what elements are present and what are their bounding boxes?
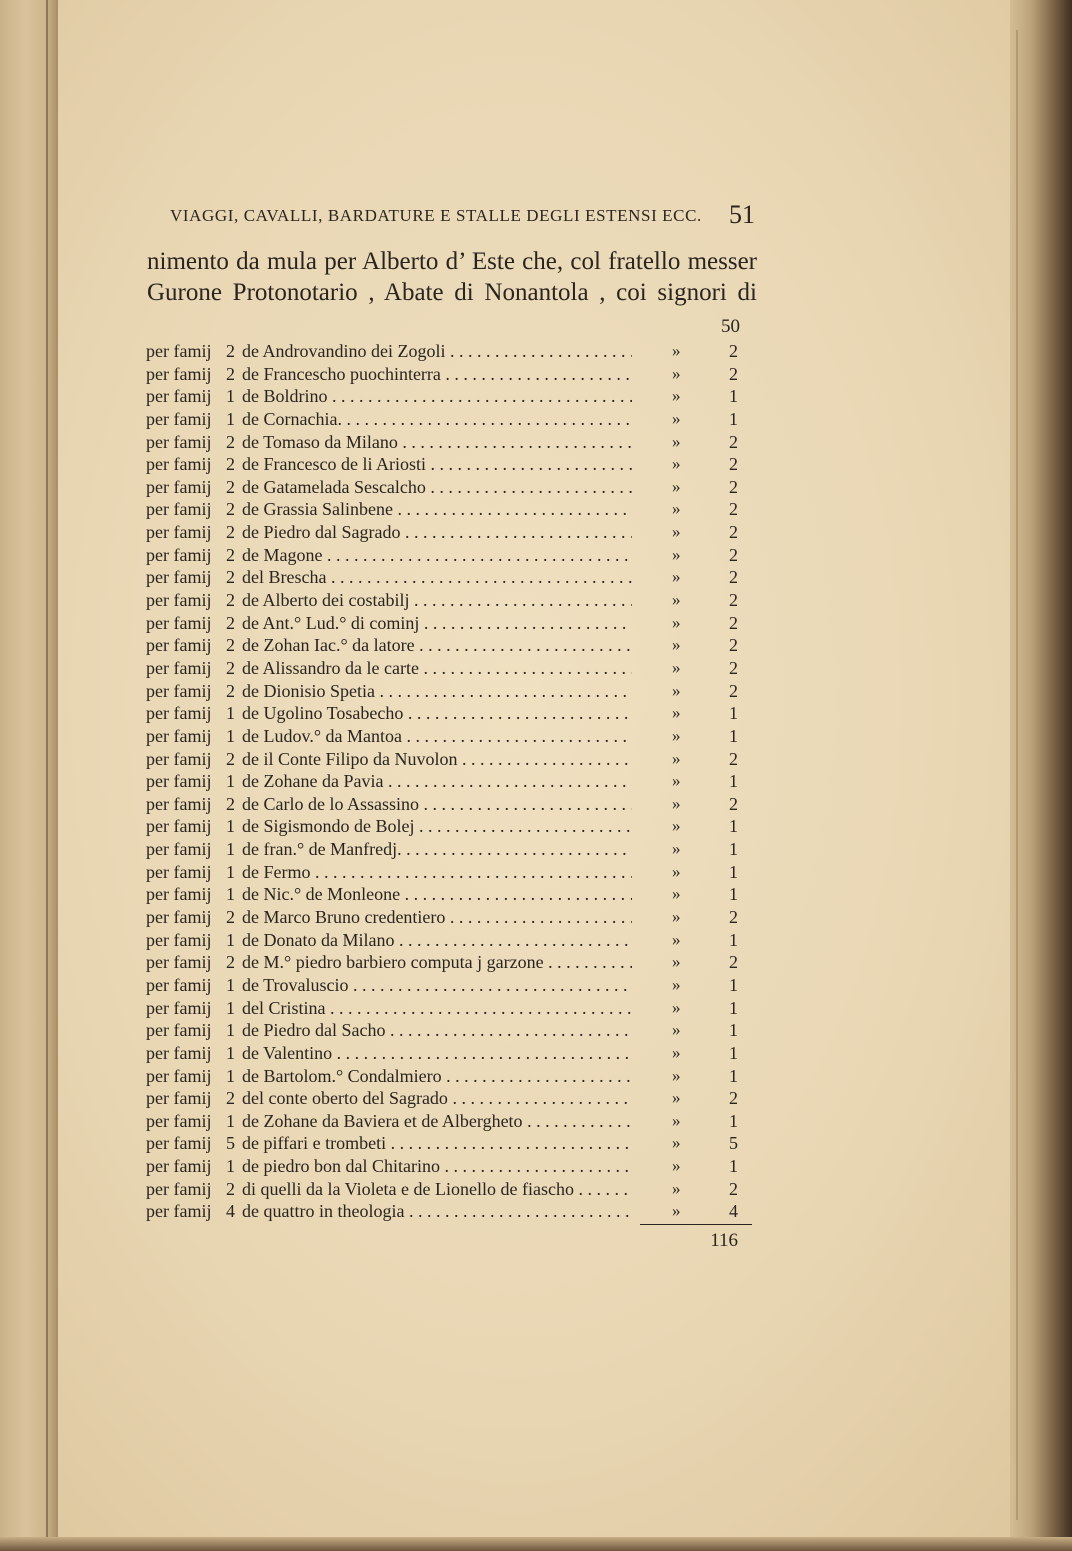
- entry-description: del Brescha . . .: [242, 566, 632, 589]
- entry-separator: »: [672, 1042, 681, 1062]
- entry-count: 2: [226, 657, 235, 678]
- entry-count: 2: [226, 363, 235, 384]
- table-row: [146, 702, 746, 725]
- entry-description: di quelli da la Violeta e de Lionello de fiascho . . .: [242, 1178, 632, 1201]
- table-row: [146, 974, 746, 997]
- table-row: [146, 498, 746, 521]
- entry-separator: »: [672, 1133, 681, 1153]
- entry-description: de Ugolino Tosabecho . . .: [242, 702, 632, 725]
- table-row: [146, 1132, 746, 1155]
- entry-description: de Zohane da Pavia . . .: [242, 770, 632, 793]
- entry-count: 1: [226, 1110, 235, 1131]
- entry-separator: »: [672, 748, 681, 768]
- entry-count: 2: [226, 952, 235, 973]
- entry-amount: 2: [729, 907, 738, 928]
- entry-count: 1: [226, 997, 235, 1018]
- entry-description: de quattro in theologia . . .: [242, 1200, 632, 1223]
- entry-separator: »: [672, 363, 681, 383]
- entry-prefix: per famij: [146, 816, 212, 837]
- entry-separator: »: [672, 1088, 681, 1108]
- entry-prefix: per famij: [146, 1088, 212, 1109]
- entry-count: 5: [226, 1133, 235, 1154]
- entry-amount: 2: [729, 567, 738, 588]
- entry-description: de Alberto dei costabilj . . .: [242, 589, 632, 612]
- entry-separator: »: [672, 929, 681, 949]
- entry-separator: »: [672, 771, 681, 791]
- entry-amount: 2: [729, 499, 738, 520]
- page-number: 51: [729, 200, 755, 229]
- table-row: [146, 521, 746, 544]
- table-row: [146, 883, 746, 906]
- entry-separator: »: [672, 1201, 681, 1221]
- entry-description: del Cristina . . .: [242, 997, 632, 1020]
- table-row: [146, 476, 746, 499]
- table-row: [146, 815, 746, 838]
- table-row: [146, 544, 746, 567]
- entry-count: 2: [226, 793, 235, 814]
- entry-separator: »: [672, 544, 681, 564]
- entry-prefix: per famij: [146, 567, 212, 588]
- entry-amount: 2: [729, 952, 738, 973]
- entry-separator: »: [672, 454, 681, 474]
- entry-count: 1: [226, 1020, 235, 1041]
- entry-prefix: per famij: [146, 1110, 212, 1131]
- entry-prefix: per famij: [146, 771, 212, 792]
- entry-separator: »: [672, 408, 681, 428]
- entry-prefix: per famij: [146, 839, 212, 860]
- entry-count: 2: [226, 522, 235, 543]
- entry-description: de Marco Bruno credentiero . . .: [242, 906, 632, 929]
- entry-separator: »: [672, 386, 681, 406]
- entry-amount: 2: [729, 590, 738, 611]
- entry-description: de Boldrino . . .: [242, 385, 632, 408]
- entry-amount: 1: [729, 1110, 738, 1131]
- table-row: [146, 906, 746, 929]
- table-row: [146, 929, 746, 952]
- entry-separator: »: [672, 522, 681, 542]
- entry-description: de piedro bon dal Chitarino . . .: [242, 1155, 632, 1178]
- intro-line-2: Gurone Protonotario , Abate di Nonantola , coi signori di: [147, 279, 757, 306]
- entry-count: 2: [226, 341, 235, 361]
- entry-count: 2: [226, 1088, 235, 1109]
- entry-amount: 1: [729, 816, 738, 837]
- entry-amount: 1: [729, 1020, 738, 1041]
- entry-amount: 2: [729, 431, 738, 452]
- entry-amount: 2: [729, 612, 738, 633]
- table-row: [146, 634, 746, 657]
- entry-description: de M.° piedro barbiero computa j garzone . . .: [242, 951, 632, 974]
- entry-prefix: per famij: [146, 1065, 212, 1086]
- entry-prefix: per famij: [146, 408, 212, 429]
- entry-prefix: per famij: [146, 974, 212, 995]
- entry-description: de Magone . . .: [242, 544, 632, 567]
- entry-description: de Fermo . . .: [242, 861, 632, 884]
- entry-prefix: per famij: [146, 793, 212, 814]
- entry-amount: 2: [729, 1088, 738, 1109]
- entry-amount: 2: [729, 454, 738, 475]
- entry-amount: 1: [729, 386, 738, 407]
- entry-amount: 1: [729, 408, 738, 429]
- entry-description: de Piedro dal Sacho . . .: [242, 1019, 632, 1042]
- entry-description: de Nic.° de Monleone . . .: [242, 883, 632, 906]
- page-edge-stack: [1010, 0, 1072, 1551]
- entry-count: 2: [226, 612, 235, 633]
- entry-prefix: per famij: [146, 431, 212, 452]
- table-row: [146, 657, 746, 680]
- entry-description: de Francescho puochinterra . . .: [242, 363, 632, 386]
- entry-count: 2: [226, 1178, 235, 1199]
- running-title: VIAGGI, CAVALLI, BARDATURE E STALLE DEGLI ESTENSI ECC.: [170, 206, 702, 225]
- entry-description: de Ludov.° da Mantoa . . .: [242, 725, 632, 748]
- entry-prefix: per famij: [146, 1042, 212, 1063]
- entry-count: 2: [226, 635, 235, 656]
- entry-separator: »: [672, 680, 681, 700]
- entry-prefix: per famij: [146, 499, 212, 520]
- entry-separator: »: [672, 612, 681, 632]
- table-row: [146, 1110, 746, 1133]
- entry-separator: »: [672, 793, 681, 813]
- table-row: [146, 612, 746, 635]
- entry-prefix: per famij: [146, 544, 212, 565]
- entry-amount: 1: [729, 974, 738, 995]
- table-row: [146, 1042, 746, 1065]
- table-row: [146, 1087, 746, 1110]
- entry-separator: »: [672, 725, 681, 745]
- entry-prefix: per famij: [146, 1020, 212, 1041]
- table-row: [146, 385, 746, 408]
- entry-amount: 5: [729, 1133, 738, 1154]
- entry-prefix: per famij: [146, 341, 212, 361]
- entry-separator: »: [672, 1110, 681, 1130]
- entry-description: de il Conte Filipo da Nuvolon . . .: [242, 748, 632, 771]
- table-row: [146, 725, 746, 748]
- entry-count: 2: [226, 567, 235, 588]
- entry-amount: 2: [729, 522, 738, 543]
- entry-separator: »: [672, 974, 681, 994]
- entry-amount: 1: [729, 1042, 738, 1063]
- table-row: [146, 431, 746, 454]
- entry-count: 1: [226, 929, 235, 950]
- entry-amount: 1: [729, 1156, 738, 1177]
- entry-count: 2: [226, 476, 235, 497]
- entry-count: 2: [226, 590, 235, 611]
- entry-prefix: per famij: [146, 884, 212, 905]
- entry-description: de Ant.° Lud.° di cominj . . .: [242, 612, 632, 635]
- table-row: [146, 363, 746, 386]
- entry-count: 2: [226, 907, 235, 928]
- entry-amount: 2: [729, 793, 738, 814]
- table-row: [146, 1200, 746, 1223]
- entry-description: de Cornachia. . . .: [242, 408, 632, 431]
- total-amount: 116: [710, 1230, 738, 1251]
- entry-count: 1: [226, 1156, 235, 1177]
- entry-amount: 1: [729, 771, 738, 792]
- entry-amount: 2: [729, 748, 738, 769]
- entry-count: 2: [226, 680, 235, 701]
- entry-count: 4: [226, 1201, 235, 1222]
- entry-description: de Trovaluscio . . .: [242, 974, 632, 997]
- entry-count: 1: [226, 1042, 235, 1063]
- table-row: [146, 1178, 746, 1201]
- entry-amount: 1: [729, 884, 738, 905]
- entry-count: 1: [226, 386, 235, 407]
- entry-separator: »: [672, 1065, 681, 1085]
- entry-prefix: per famij: [146, 612, 212, 633]
- entry-description: de Androvandino dei Zogoli . . .: [242, 340, 632, 363]
- carried-forward-amount: 50: [721, 316, 740, 337]
- entry-description: de Zohane da Baviera et de Albergheto . . .: [242, 1110, 632, 1133]
- entry-amount: 2: [729, 1178, 738, 1199]
- household-entries-list: [146, 340, 746, 1223]
- table-row: [146, 566, 746, 589]
- entry-description: del conte oberto del Sagrado . . .: [242, 1087, 632, 1110]
- table-row: [146, 340, 746, 363]
- entry-separator: »: [672, 839, 681, 859]
- entry-prefix: per famij: [146, 635, 212, 656]
- entry-prefix: per famij: [146, 522, 212, 543]
- entry-separator: »: [672, 861, 681, 881]
- entry-description: de Alissandro da le carte . . .: [242, 657, 632, 680]
- entry-prefix: per famij: [146, 952, 212, 973]
- entry-count: 1: [226, 703, 235, 724]
- table-row: [146, 793, 746, 816]
- table-row: [146, 1019, 746, 1042]
- table-row: [146, 997, 746, 1020]
- entry-amount: 2: [729, 657, 738, 678]
- entry-amount: 2: [729, 635, 738, 656]
- page-edge-line: [1016, 30, 1018, 1520]
- entry-count: 2: [226, 544, 235, 565]
- entry-separator: »: [672, 635, 681, 655]
- entry-count: 1: [226, 771, 235, 792]
- entry-amount: 2: [729, 476, 738, 497]
- entry-prefix: per famij: [146, 1201, 212, 1222]
- entry-separator: »: [672, 657, 681, 677]
- entry-description: de Gatamelada Sescalcho . . .: [242, 476, 632, 499]
- entry-description: de Valentino . . .: [242, 1042, 632, 1065]
- entry-count: 1: [226, 884, 235, 905]
- entry-description: de Francesco de li Ariosti . . .: [242, 453, 632, 476]
- entry-separator: »: [672, 567, 681, 587]
- entry-count: 1: [226, 839, 235, 860]
- entry-separator: »: [672, 1020, 681, 1040]
- entry-count: 1: [226, 408, 235, 429]
- entry-prefix: per famij: [146, 725, 212, 746]
- entry-amount: 1: [729, 703, 738, 724]
- entry-prefix: per famij: [146, 748, 212, 769]
- entry-separator: »: [672, 907, 681, 927]
- entry-separator: »: [672, 341, 681, 360]
- entry-prefix: per famij: [146, 1156, 212, 1177]
- entry-description: de Dionisio Spetia . . .: [242, 680, 632, 703]
- entry-amount: 2: [729, 544, 738, 565]
- entry-amount: 1: [729, 861, 738, 882]
- entry-separator: »: [672, 431, 681, 451]
- entry-separator: »: [672, 1178, 681, 1198]
- entry-amount: 1: [729, 839, 738, 860]
- entry-prefix: per famij: [146, 703, 212, 724]
- entry-separator: »: [672, 590, 681, 610]
- bottom-edge: [0, 1537, 1072, 1551]
- entry-description: de Piedro dal Sagrado . . .: [242, 521, 632, 544]
- table-row: [146, 951, 746, 974]
- entry-separator: »: [672, 997, 681, 1017]
- table-row: [146, 680, 746, 703]
- entry-count: 1: [226, 725, 235, 746]
- entry-prefix: per famij: [146, 363, 212, 384]
- table-row: [146, 453, 746, 476]
- entry-count: 1: [226, 816, 235, 837]
- left-page-gutter: [0, 0, 58, 1551]
- entry-description: de Grassia Salinbene . . .: [242, 498, 632, 521]
- entry-description: de Donato da Milano . . .: [242, 929, 632, 952]
- entry-prefix: per famij: [146, 657, 212, 678]
- entry-count: 2: [226, 454, 235, 475]
- table-row: [146, 1155, 746, 1178]
- entry-description: de Tomaso da Milano . . .: [242, 431, 632, 454]
- entry-count: 2: [226, 499, 235, 520]
- table-row: [146, 1065, 746, 1088]
- entry-prefix: per famij: [146, 680, 212, 701]
- entry-amount: 1: [729, 929, 738, 950]
- entry-prefix: per famij: [146, 1133, 212, 1154]
- table-row: [146, 589, 746, 612]
- entry-amount: 4: [729, 1201, 738, 1222]
- entry-prefix: per famij: [146, 929, 212, 950]
- entry-description: de Bartolom.° Condalmiero . . .: [242, 1065, 632, 1088]
- intro-line-1: nimento da mula per Alberto d’ Este che, col fratello messer: [147, 248, 757, 275]
- entry-separator: »: [672, 476, 681, 496]
- entry-count: 1: [226, 861, 235, 882]
- entry-description: de Carlo de lo Assassino . . .: [242, 793, 632, 816]
- entry-prefix: per famij: [146, 907, 212, 928]
- table-row: [146, 408, 746, 431]
- table-row: [146, 770, 746, 793]
- entry-amount: 1: [729, 997, 738, 1018]
- entry-description: de Zohan Iac.° da latore . . .: [242, 634, 632, 657]
- table-row: [146, 748, 746, 771]
- entry-prefix: per famij: [146, 1178, 212, 1199]
- entry-count: 1: [226, 1065, 235, 1086]
- entry-prefix: per famij: [146, 386, 212, 407]
- entry-prefix: per famij: [146, 997, 212, 1018]
- entry-amount: 2: [729, 680, 738, 701]
- entry-amount: 2: [729, 341, 738, 361]
- entry-prefix: per famij: [146, 590, 212, 611]
- entry-count: 2: [226, 748, 235, 769]
- entry-count: 2: [226, 431, 235, 452]
- gutter-fold-line: [46, 0, 48, 1551]
- entry-separator: »: [672, 816, 681, 836]
- entry-amount: 1: [729, 725, 738, 746]
- entry-prefix: per famij: [146, 476, 212, 497]
- running-head: [170, 200, 755, 230]
- entry-count: 1: [226, 974, 235, 995]
- table-row: [146, 861, 746, 884]
- entry-separator: »: [672, 952, 681, 972]
- entry-description: de Sigismondo de Bolej . . .: [242, 815, 632, 838]
- entry-prefix: per famij: [146, 454, 212, 475]
- entry-amount: 2: [729, 363, 738, 384]
- entry-prefix: per famij: [146, 861, 212, 882]
- entry-separator: »: [672, 499, 681, 519]
- entry-separator: »: [672, 1156, 681, 1176]
- table-row: [146, 838, 746, 861]
- entry-separator: »: [672, 703, 681, 723]
- entry-description: de fran.° de Manfredj. . . .: [242, 838, 632, 861]
- sum-rule: [640, 1224, 752, 1225]
- entry-description: de piffari e trombeti . . .: [242, 1132, 632, 1155]
- entry-separator: »: [672, 884, 681, 904]
- entry-amount: 1: [729, 1065, 738, 1086]
